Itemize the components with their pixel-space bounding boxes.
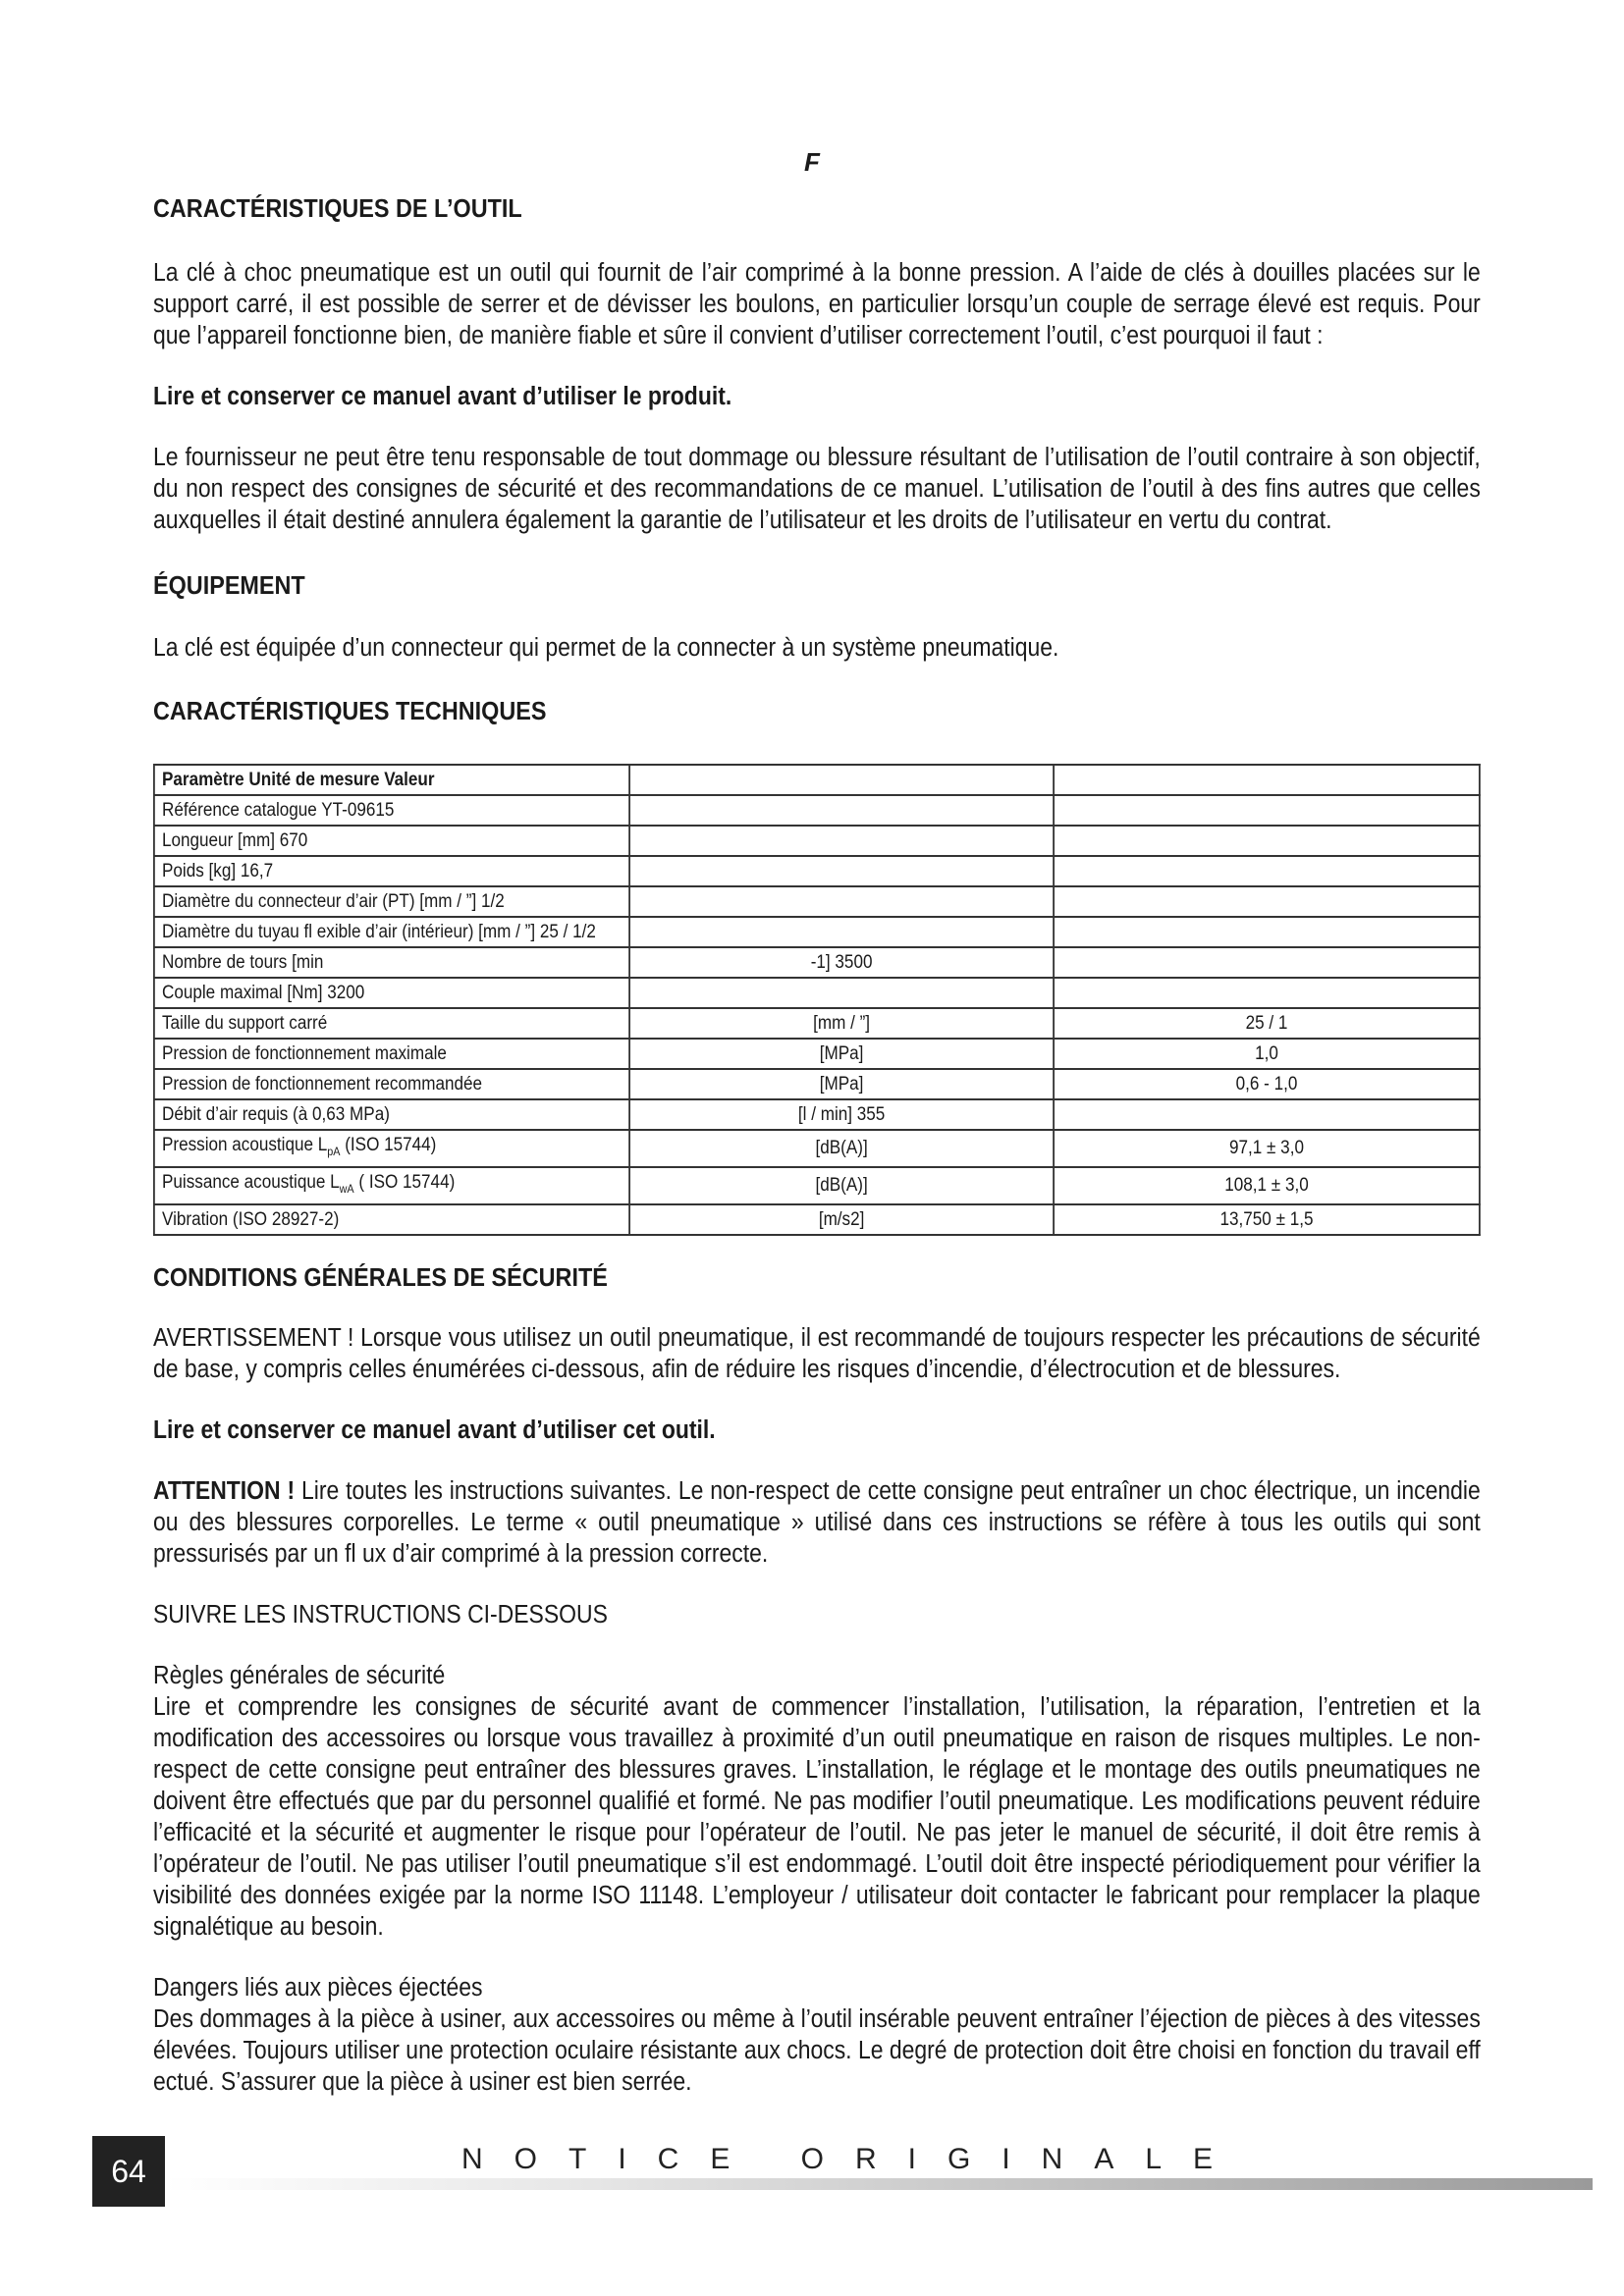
table-row [154, 1069, 1480, 1099]
table-cell: 25 / 1 [1054, 1008, 1480, 1039]
attention-paragraph [153, 1475, 1481, 1570]
table-cell [1054, 856, 1480, 886]
spec-table [153, 764, 1481, 1236]
table-cell [1054, 795, 1480, 826]
page-number: 64 [92, 2136, 165, 2207]
warning-paragraph: AVERTISSEMENT ! Lorsque vous utilisez un outil pneumatique, il est recommandé de toujours respecter les précautions de sécurité de base, y compris celles énumérées ci-dessous, afin de réduire les risques d’incendie, d’électrocution et de blessures. [153, 1323, 1481, 1383]
attention-label: ATTENTION ! [153, 1476, 296, 1505]
table-cell: Diamètre du connecteur d’air (PT) [mm / ”] 1/2 [154, 886, 629, 917]
table-cell: Vibration (ISO 28927-2) [154, 1204, 629, 1235]
table-cell [629, 917, 1054, 947]
table-row [154, 856, 1480, 886]
table-cell [629, 765, 1054, 795]
table-cell: [dB(A)] [629, 1167, 1054, 1204]
heading-equipement: ÉQUIPEMENT [153, 570, 305, 600]
table-cell: Nombre de tours [min [154, 947, 629, 978]
table-row [154, 917, 1480, 947]
table-cell [1054, 917, 1480, 947]
table-row [154, 978, 1480, 1008]
cell-text: (ISO 15744) [340, 1135, 437, 1155]
footer-gradient-bar [165, 2178, 1593, 2190]
read-tool-manual-notice: Lire et conserver ce manuel avant d’utiliser cet outil. [153, 1415, 716, 1444]
table-row [154, 1099, 1480, 1130]
table-cell [629, 826, 1054, 856]
read-manual-notice: Lire et conserver ce manuel avant d’utiliser le produit. [153, 383, 732, 410]
table-cell: Pression de fonctionnement recommandée [154, 1069, 629, 1099]
table-cell [629, 795, 1054, 826]
table-cell [629, 886, 1054, 917]
table-cell: 1,0 [1054, 1039, 1480, 1069]
table-row [154, 1008, 1480, 1039]
dangers-title: Dangers liés aux pièces éjectées [153, 1973, 483, 2002]
table-cell: Poids [kg] 16,7 [154, 856, 629, 886]
table-cell [629, 856, 1054, 886]
table-cell [1054, 826, 1480, 856]
page-letter: F [804, 147, 820, 177]
liability-paragraph: Le fournisseur ne peut être tenu responsable de tout dommage ou blessure résultant de l’utilisation de l’outil contraire à son objectif, du non respect des consignes de sécurité et des recommandations de ce manuel. L’utilisation de l’outil à des fins autres que celles auxquelles il était destiné annulera également la garantie de l’utilisateur et les droits de l’utilisateur en vertu du contrat. [153, 444, 1481, 534]
table-cell: [MPa] [629, 1039, 1054, 1069]
table-cell: Paramètre Unité de mesure Valeur [154, 765, 629, 795]
equipement-paragraph: La clé est équipée d’un connecteur qui permet de la connecter à un système pneumatique. [153, 634, 1059, 662]
table-cell: 13,750 ± 1,5 [1054, 1204, 1480, 1235]
table-row [154, 795, 1480, 826]
table-row [154, 886, 1480, 917]
footer-label: NOTICE ORIGINALE [461, 2143, 1245, 2175]
table-cell [1054, 947, 1480, 978]
table-row [154, 1039, 1480, 1069]
table-cell: [m/s2] [629, 1204, 1054, 1235]
subscript: pA [327, 1144, 341, 1158]
table-cell: Débit d’air requis (à 0,63 MPa) [154, 1099, 629, 1130]
table-cell [154, 1130, 629, 1167]
table-cell: Pression de fonctionnement maximale [154, 1039, 629, 1069]
follow-instructions: SUIVRE LES INSTRUCTIONS CI-DESSOUS [153, 1600, 608, 1629]
table-cell [154, 1167, 629, 1204]
table-cell [1054, 978, 1480, 1008]
table-cell: -1] 3500 [629, 947, 1054, 978]
table-cell: 0,6 - 1,0 [1054, 1069, 1480, 1099]
table-cell: 97,1 ± 3,0 [1054, 1130, 1480, 1167]
table-row [154, 947, 1480, 978]
heading-caracteristiques-outil: CARACTÉRISTIQUES DE L’OUTIL [153, 193, 522, 223]
table-header-row [154, 765, 1480, 795]
table-row [154, 1167, 1480, 1204]
table-cell [1054, 886, 1480, 917]
heading-caracteristiques-techniques: CARACTÉRISTIQUES TECHNIQUES [153, 696, 547, 725]
table-cell: Longueur [mm] 670 [154, 826, 629, 856]
heading-conditions-securite: CONDITIONS GÉNÉRALES DE SÉCURITÉ [153, 1261, 608, 1292]
table-cell: 108,1 ± 3,0 [1054, 1167, 1480, 1204]
table-cell: [mm / ”] [629, 1008, 1054, 1039]
table-cell [629, 978, 1054, 1008]
table-cell: Couple maximal [Nm] 3200 [154, 978, 629, 1008]
rules-paragraph: Lire et comprendre les consignes de sécurité avant de commencer l’installation, l’utilisation, la réparation, l’entretien et la modification des accessoires ou lorsque vous travaillez à proximité d’un outil pneumatique en raison de risques multiples. Le non-respect de cette consigne peut entraîner des blessures graves. L’installation, le réglage et le montage des outils pneumatiques ne doivent être effectués que par du personnel qualifié et formé. Ne pas modifier l’outil pneumatique. Les modifications peuvent réduire l’efficacité et la sécurité et augmenter le risque pour l’opérateur de l’outil. Ne pas jeter le manuel de sécurité, il doit être remis à l’opérateur de l’outil. Ne pas utiliser l’outil pneumatique s’il est endommagé. L’outil doit être inspecté périodiquement pour vérifier la visibilité des données exigée par la norme ISO 11148. L’employeur / utilisateur doit contacter le fabricant pour remplacer la plaque signalétique au besoin. [153, 1692, 1481, 1941]
table-cell: [dB(A)] [629, 1130, 1054, 1167]
document-body [153, 192, 1481, 2127]
table-row [154, 1130, 1480, 1167]
table-row [154, 1204, 1480, 1235]
table-cell: Référence catalogue YT-09615 [154, 795, 629, 826]
intro-paragraph: La clé à choc pneumatique est un outil qui fournit de l’air comprimé à la bonne pression. A l’aide de clés à douilles placées sur le support carré, il est possible de serrer et de dévisser les boulons, en particulier lorsqu’un couple de serrage élevé est requis. Pour que l’appareil fonctionne bien, de manière fiable et sûre il convient d’utiliser correctement l’outil, c’est pourquoi il faut : [153, 259, 1481, 349]
subscript: wA [339, 1181, 354, 1196]
table-cell: [l / min] 355 [629, 1099, 1054, 1130]
table-cell: Taille du support carré [154, 1008, 629, 1039]
dangers-paragraph: Des dommages à la pièce à usiner, aux accessoires ou même à l’outil insérable peuvent entraîner l’éjection de pièces à des vitesses élevées. Toujours utiliser une protection oculaire résistante aux chocs. Le degré de protection doit être choisi en fonction du travail eff ectué. S’assurer que la pièce à usiner est bien serrée. [153, 2004, 1481, 2096]
attention-text: Lire toutes les instructions suivantes. Le non-respect de cette consigne peut entraîner un choc électrique, un incendie ou des blessures corporelles. Le terme « outil pneumatique » utilisé dans ces instructions se réfère à tous les outils qui sont pressurisés par un fl ux d’air comprimé à la pression correcte. [153, 1476, 1481, 1568]
table-cell: [MPa] [629, 1069, 1054, 1099]
cell-text: Pression acoustique L [162, 1135, 328, 1155]
table-cell [1054, 1099, 1480, 1130]
cell-text: ( ISO 15744) [353, 1171, 456, 1193]
table-cell [1054, 765, 1480, 795]
table-cell: Diamètre du tuyau fl exible d’air (intérieur) [mm / ”] 25 / 1/2 [154, 917, 629, 947]
rules-title: Règles générales de sécurité [153, 1661, 446, 1689]
table-row [154, 826, 1480, 856]
cell-text: Puissance acoustique L [162, 1171, 340, 1193]
